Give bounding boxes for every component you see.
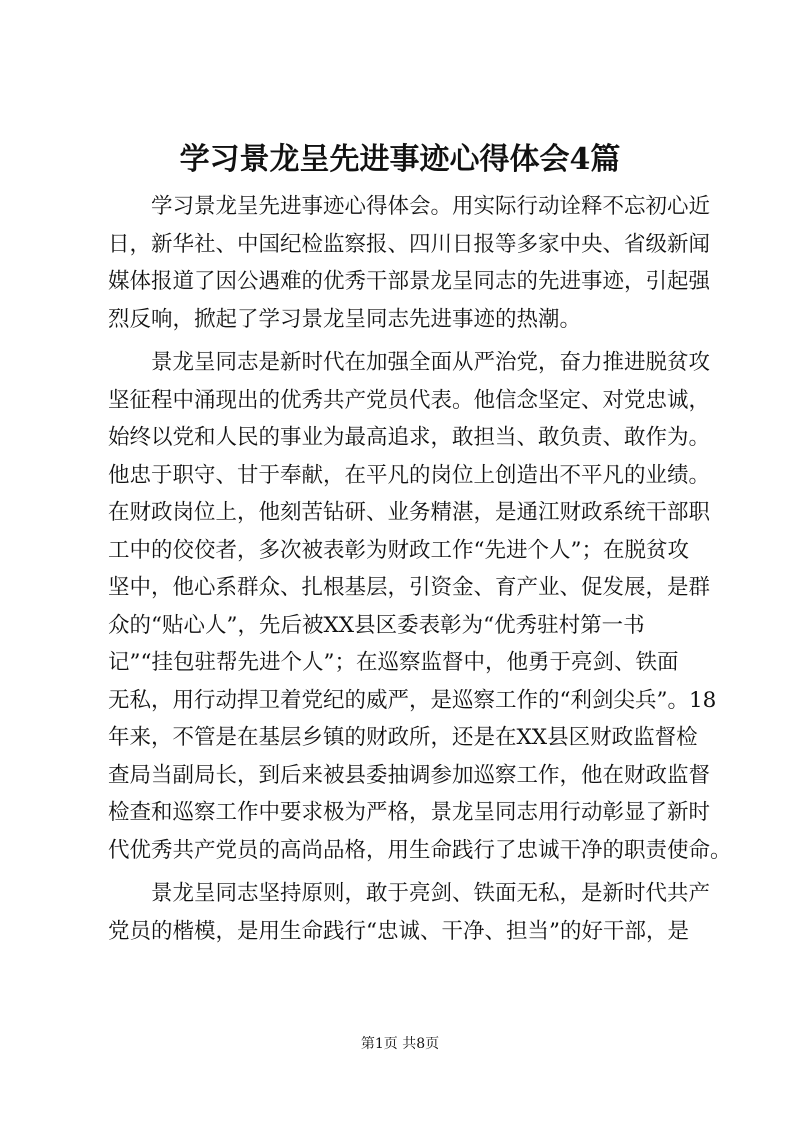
paragraph-1 [108, 188, 711, 338]
paragraph-line: 查局当副局长，到后来被县委抽调参加巡察工作，他在财政监督 [108, 762, 711, 788]
paragraph-line: 记”“挂包驻帮先进个人”；在巡察监督中，他勇于亮剑、铁面 [108, 650, 679, 675]
paragraph-line: 景龙呈同志是新时代在加强全面从严治党，奋力推进脱贫攻 [151, 350, 711, 375]
paragraph-3 [108, 875, 711, 950]
paragraph-line: 年来，不管是在基层乡镇的财政所，还是在XX县区财政监督检 [108, 725, 698, 750]
page-number-footer: 第1页 共8页 [360, 1036, 440, 1052]
paragraph-line: 烈反响，掀起了学习景龙呈同志先进事迹的热潮。 [108, 306, 582, 332]
paragraph-line: 学习景龙呈先进事迹心得体会。用实际行动诠释不忘初心近 [151, 194, 711, 219]
paragraph-line: 在财政岗位上，他刻苦钻研、业务精湛，是通江财政系统干部职 [108, 500, 711, 525]
paragraph-line: 媒体报道了因公遇难的优秀干部景龙呈同志的先进事迹，引起强 [108, 269, 711, 294]
paragraph-2 [108, 344, 732, 869]
paragraph-line: 坚中，他心系群众、扎根基层，引资金、育产业、促发展，是群 [108, 575, 711, 600]
paragraph-line: 他忠于职守、甘于奉献，在平凡的岗位上创造出不平凡的业绩。 [108, 462, 711, 488]
paragraph-line: 检查和巡察工作中要求极为严格，景龙呈同志用行动彰显了新时 [108, 800, 711, 825]
document-body [108, 188, 732, 950]
document-title: 学习景龙呈先进事迹心得体会4篇 [179, 142, 621, 177]
paragraph-line: 代优秀共产党员的高尚品格，用生命践行了忠诚干净的职责使命。 [108, 837, 732, 863]
paragraph-line: 日，新华社、中国纪检监察报、四川日报等多家中央、省级新闻 [108, 231, 711, 257]
paragraph-line: 众的“贴心人”，先后被XX县区委表彰为“优秀驻村第一书 [108, 612, 645, 638]
paragraph-line: 工中的佼佼者，多次被表彰为财政工作“先进个人”；在脱贫攻 [108, 537, 689, 563]
paragraph-line: 党员的楷模，是用生命践行“忠诚、干净、担当”的好干部，是 [108, 918, 689, 944]
paragraph-line: 景龙呈同志坚持原则，敢于亮剑、铁面无私，是新时代共产 [151, 881, 711, 906]
paragraph-line: 坚征程中涌现出的优秀共产党员代表。他信念坚定、对党忠诚， [108, 387, 711, 413]
paragraph-line: 始终以党和人民的事业为最高追求，敢担当、敢负责、敢作为。 [108, 425, 711, 450]
paragraph-line: 无私，用行动捍卫着党纪的威严，是巡察工作的“利剑尖兵”。18 [108, 687, 717, 713]
